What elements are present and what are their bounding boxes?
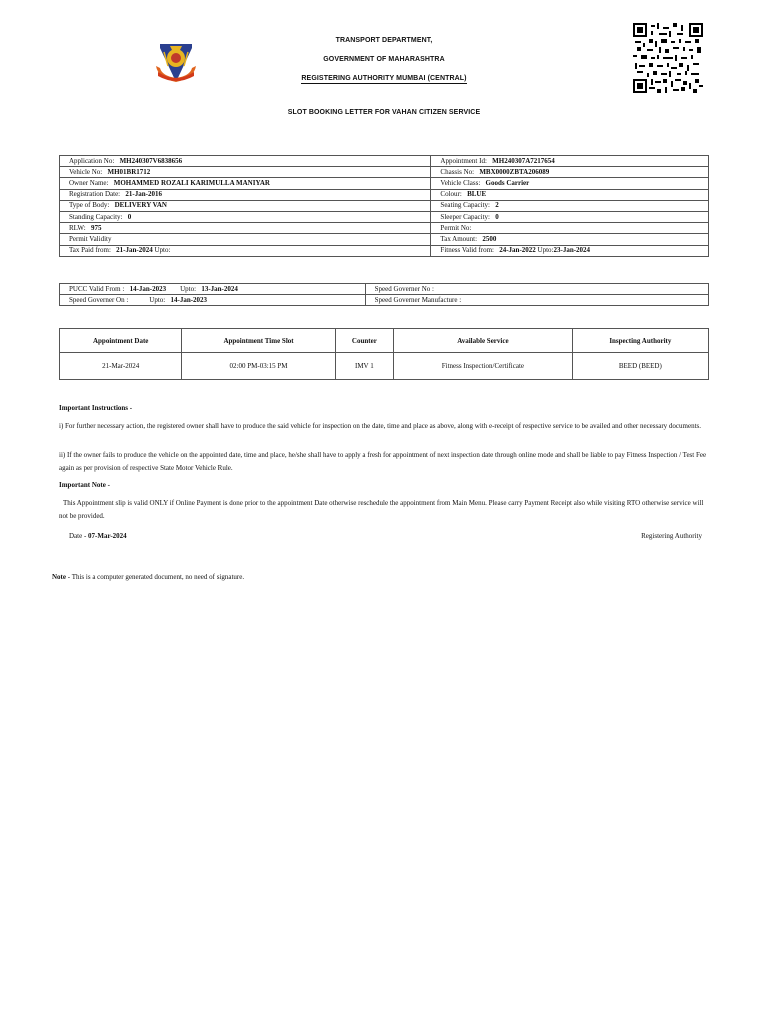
date-label: Date - bbox=[69, 532, 87, 540]
detail-value: 0 bbox=[495, 212, 499, 221]
issue-date bbox=[69, 532, 127, 540]
detail-value: MH01BR1712 bbox=[107, 167, 151, 176]
letter-title: SLOT BOOKING LETTER FOR VAHAN CITIZEN SERVICE bbox=[287, 109, 481, 116]
pucc-upto-value: 13-Jan-2024 bbox=[201, 284, 238, 293]
detail-value: 2 bbox=[495, 201, 499, 210]
pucc-row bbox=[60, 284, 709, 295]
emblem-icon bbox=[152, 38, 200, 86]
detail-label: Vehicle No: bbox=[69, 167, 103, 176]
details-row bbox=[60, 178, 709, 189]
detail-upto-value: 23-Jan-2024 bbox=[553, 246, 591, 255]
column-header: Appointment Date bbox=[60, 329, 182, 353]
instruction-item-2: ii) If the owner fails to produce the vehicle on the appointed date, time and place, he/she shall have to apply a fresh for appointment of next inspection date through online mode and shall be liable to pay Fitness Inspection / Test Fee again as per provision of respective State Motor Vehicle Rule. bbox=[59, 451, 707, 472]
right-detail-cell bbox=[431, 178, 709, 189]
left-detail-cell bbox=[60, 234, 431, 245]
note-heading: Important Note - bbox=[59, 481, 110, 489]
detail-value: MH240307A7217654 bbox=[492, 156, 555, 165]
speed-governer-on-cell bbox=[60, 295, 366, 306]
right-detail-cell bbox=[431, 189, 709, 200]
speed-governer-upto-value: 14-Jan-2023 bbox=[170, 295, 208, 304]
speed-governer-manufacture-cell: Speed Governer Manufacture : bbox=[365, 295, 708, 306]
detail-label: Application No: bbox=[69, 156, 115, 165]
details-row bbox=[60, 189, 709, 200]
details-row bbox=[60, 200, 709, 211]
appointment-row bbox=[60, 353, 709, 380]
details-row bbox=[60, 245, 709, 256]
detail-value: 2500 bbox=[482, 234, 497, 243]
detail-value: BLUE bbox=[467, 190, 487, 199]
right-detail-cell bbox=[431, 167, 709, 178]
detail-label: Permit No: bbox=[440, 223, 472, 232]
right-detail-cell bbox=[431, 200, 709, 211]
pucc-table bbox=[59, 283, 709, 306]
detail-label: Appointment Id: bbox=[440, 156, 487, 165]
left-detail-cell bbox=[60, 167, 431, 178]
column-header: Counter bbox=[335, 329, 393, 353]
counter: IMV 1 bbox=[335, 353, 393, 380]
available-service: Fitness Inspection/Certificate bbox=[394, 353, 573, 380]
inspecting-authority: BEED (BEED) bbox=[572, 353, 708, 380]
footer-note-text: - This is a computer generated document, no need of signature. bbox=[67, 573, 245, 581]
detail-label: Tax Paid from: bbox=[69, 246, 111, 255]
details-row bbox=[60, 211, 709, 222]
detail-label: Permit Validity bbox=[69, 234, 112, 243]
speed-governer-no-cell: Speed Governer No : bbox=[365, 284, 708, 295]
detail-label: Colour: bbox=[440, 190, 462, 199]
detail-value: 24-Jan-2022 bbox=[499, 246, 536, 255]
instruction-item-1: i) For further necessary action, the registered owner shall have to produce the said vehicle for inspection on the date, time and place as above, along with e-receipt of respective service to be availed and other necessary documents. bbox=[59, 422, 702, 430]
details-row bbox=[60, 167, 709, 178]
detail-label: Seating Capacity: bbox=[440, 201, 490, 210]
detail-value: DELIVERY VAN bbox=[114, 201, 167, 210]
left-detail-cell bbox=[60, 200, 431, 211]
left-detail-cell bbox=[60, 245, 431, 256]
speed-governer-on-label: Speed Governer On : bbox=[69, 295, 129, 304]
right-detail-cell bbox=[431, 245, 709, 256]
appointment-table bbox=[59, 328, 709, 380]
speed-governer-upto-label: Upto: bbox=[149, 295, 166, 304]
left-detail-cell bbox=[60, 156, 431, 167]
footer-note-label: Note bbox=[52, 573, 66, 581]
pucc-from-value: 14-Jan-2023 bbox=[129, 284, 167, 293]
pucc-row bbox=[60, 295, 709, 306]
detail-label: Registration Date: bbox=[69, 190, 121, 199]
details-row bbox=[60, 234, 709, 245]
detail-value: MH240307V6838656 bbox=[119, 156, 183, 165]
header-line-1: TRANSPORT DEPARTMENT, bbox=[335, 37, 433, 44]
details-row bbox=[60, 223, 709, 234]
left-detail-cell bbox=[60, 223, 431, 234]
appointment-date: 21-Mar-2024 bbox=[60, 353, 182, 380]
column-header: Available Service bbox=[394, 329, 573, 353]
right-detail-cell bbox=[431, 234, 709, 245]
left-detail-cell bbox=[60, 189, 431, 200]
detail-label: Fitness Valid from: bbox=[440, 246, 494, 255]
header-line-2: GOVERNMENT OF MAHARASHTRA bbox=[323, 56, 445, 63]
detail-value: 0 bbox=[127, 212, 132, 221]
footer-note bbox=[52, 573, 244, 581]
appointment-time-slot: 02:00 PM-03:15 PM bbox=[182, 353, 335, 380]
detail-label: Sleeper Capacity: bbox=[440, 212, 490, 221]
detail-value: 21-Jan-2016 bbox=[125, 190, 162, 199]
pucc-upto-label: Upto: bbox=[180, 284, 197, 293]
pucc-label: PUCC Valid From : bbox=[69, 284, 125, 293]
right-detail-cell bbox=[431, 223, 709, 234]
registering-authority: Registering Authority bbox=[641, 532, 702, 540]
detail-value: MBX0000ZBTA206089 bbox=[479, 167, 550, 176]
column-header: Inspecting Authority bbox=[572, 329, 708, 353]
instructions-heading: Important Instructions - bbox=[59, 404, 133, 412]
detail-value: 975 bbox=[90, 223, 102, 232]
detail-suffix: Upto: bbox=[154, 246, 171, 255]
detail-label: RLW: bbox=[69, 223, 86, 232]
right-detail-cell bbox=[431, 211, 709, 222]
qr-code-icon bbox=[633, 23, 703, 93]
detail-label: Type of Body: bbox=[69, 201, 110, 210]
detail-value: Goods Carrier bbox=[485, 178, 530, 187]
detail-label: Tax Amount: bbox=[440, 234, 478, 243]
detail-label: Vehicle Class: bbox=[440, 178, 481, 187]
date-value: 07-Mar-2024 bbox=[88, 532, 127, 540]
vehicle-details-table bbox=[59, 155, 709, 257]
appointment-header-row bbox=[60, 329, 709, 353]
detail-upto-label: Upto: bbox=[537, 246, 554, 255]
left-detail-cell bbox=[60, 211, 431, 222]
details-row bbox=[60, 156, 709, 167]
left-detail-cell bbox=[60, 178, 431, 189]
header-authority: REGISTERING AUTHORITY MUMBAI (CENTRAL) bbox=[301, 75, 467, 82]
pucc-valid-cell bbox=[60, 284, 366, 295]
detail-label: Standing Capacity: bbox=[69, 212, 123, 221]
detail-value: 21-Jan-2024 bbox=[116, 246, 153, 255]
detail-label: Chassis No: bbox=[440, 167, 475, 176]
column-header: Appointment Time Slot bbox=[182, 329, 335, 353]
detail-value: MOHAMMED ROZALI KARIMULLA MANIYAR bbox=[113, 178, 270, 187]
right-detail-cell bbox=[431, 156, 709, 167]
note-text: This Appointment slip is valid ONLY if Online Payment is done prior to the appointment Date otherwise reschedule the appointment from Main Menu. Please carry Payment Receipt also while visiting RTO otherwise service will not be provided. bbox=[59, 499, 704, 520]
detail-label: Owner Name: bbox=[69, 178, 109, 187]
